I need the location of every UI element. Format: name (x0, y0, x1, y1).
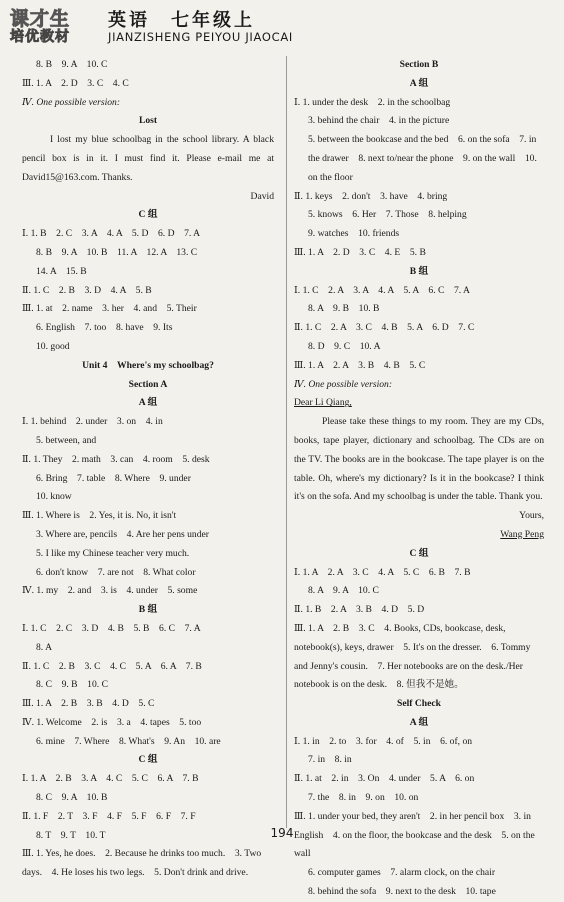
right-answer-line: 9. watches 10. friends (308, 228, 400, 240)
right-answer-line: Ⅰ. 1. under the desk 2. in the schoolbag (294, 96, 451, 108)
right-answer-line: Yours, (519, 510, 544, 522)
right-answer-line: Ⅱ. 1. at 2. in 3. On 4. under 5. A 6. on (294, 773, 475, 785)
left-answer-line: Section A (128, 378, 168, 390)
left-answer-line: 5. I like my Chinese teacher very much. (36, 547, 190, 559)
right-answer-line: 5. knows 6. Her 7. Those 8. helping (308, 209, 467, 221)
right-answer-line: Ⅰ. 1. C 2. A 3. A 4. A 5. A 6. C 7. A (294, 284, 470, 296)
left-answer-line: Ⅱ. 1. C 2. B 3. D 4. A 5. B (22, 284, 152, 296)
left-answer-line: 5. between, and (36, 434, 97, 446)
left-answer-line: 6. mine 7. Where 8. What's 9. An 10. are (36, 735, 221, 747)
left-answer-line: B 组 (138, 604, 158, 616)
left-answer-line: Lost (138, 115, 158, 127)
right-answer-line: Ⅲ. 1. under your bed, they aren't 2. in her pencil box 3. in English 4. on the floor, the bookcase and the desk 5. on the wall (294, 810, 535, 860)
left-answer-line: 14. A 15. B (36, 265, 87, 277)
left-answer-line: Unit 4 Where's my schoolbag? (82, 359, 214, 371)
right-answer-line: 8. behind the sofa 9. next to the desk 10. tape (308, 886, 496, 898)
left-answer-line: C 组 (138, 209, 158, 221)
right-answer-line: Dear Li Qiang, (294, 397, 352, 409)
right-answer-line: Please take these things to my room. They are my CDs, books, tape player, dictionary and schoolbag. The CDs are on the TV. The books are in the bookcase. The tape player is on the table. Oh, where's my dictionary? Is it in the bookcase? I think it's on the sofa. And my schoolbag is under the table. Thank you. (294, 416, 544, 503)
left-answer-line: 8. C 9. B 10. C (36, 679, 108, 691)
left-answer-line: C 组 (138, 754, 158, 766)
header-subtitle: JIANZISHENG PEIYOU JIAOCAI (108, 30, 294, 44)
right-answer-line: 8. A 9. A 10. C (308, 585, 379, 597)
left-answer-line: Ⅳ. 1. my 2. and 3. is 4. under 5. some (22, 585, 198, 597)
right-answer-line: Ⅰ. 1. A 2. A 3. C 4. A 5. C 6. B 7. B (294, 566, 471, 578)
right-answer-line: 8. A 9. B 10. B (308, 303, 380, 315)
left-answer-line: 10. know (36, 491, 72, 503)
right-answer-line: Ⅱ. 1. B 2. A 3. B 4. D 5. D (294, 604, 425, 616)
right-answer-line: 7. the 8. in 9. on 10. on (308, 792, 419, 804)
left-answer-line: Ⅲ. 1. A 2. D 3. C 4. C (22, 77, 129, 89)
right-answer-column (294, 56, 544, 902)
left-answer-line: Ⅲ. 1. A 2. B 3. B 4. D 5. C (22, 698, 155, 710)
page-header (0, 0, 564, 50)
left-answer-line: 8. A (36, 641, 52, 653)
column-divider (286, 56, 287, 828)
right-answer-line: Ⅲ. 1. A 2. D 3. C 4. E 5. B (294, 246, 426, 258)
logo-line-1: 课才生 (10, 8, 71, 30)
left-answer-line: Ⅳ. One possible version: (22, 96, 121, 108)
right-answer-line: A 组 (409, 716, 429, 728)
left-answer-column (22, 56, 274, 883)
right-answer-line: Ⅳ. One possible version: (294, 378, 393, 390)
page-number: 194 (270, 826, 294, 840)
left-answer-line: 6. English 7. too 8. have 9. Its (36, 322, 173, 334)
right-answer-line: A 组 (409, 77, 429, 89)
left-answer-line: Ⅰ. 1. B 2. C 3. A 4. A 5. D 6. D 7. A (22, 228, 201, 240)
left-answer-line: Ⅰ. 1. C 2. C 3. D 4. B 5. B 6. C 7. A (22, 622, 201, 634)
left-answer-line: 10. good (36, 340, 70, 352)
left-answer-line: 3. Where are, pencils 4. Are her pens under (36, 528, 209, 540)
left-answer-line: Ⅱ. 1. C 2. B 3. C 4. C 5. A 6. A 7. B (22, 660, 202, 672)
right-answer-line: Wang Peng (500, 528, 544, 540)
right-answer-line: Ⅲ. 1. A 2. A 3. B 4. B 5. C (294, 359, 426, 371)
left-answer-line: Ⅲ. 1. Where is 2. Yes, it is. No, it isn't (22, 510, 177, 522)
left-answer-line: 6. don't know 7. are not 8. What color (36, 566, 196, 578)
right-answer-line: 6. computer games 7. alarm clock, on the chair (308, 867, 496, 879)
logo-line-2: 培优教材 (10, 29, 70, 45)
left-answer-line: A 组 (138, 397, 158, 409)
left-answer-line: Ⅱ. 1. F 2. T 3. F 4. F 5. F 6. F 7. F (22, 810, 196, 822)
right-answer-line: Ⅰ. 1. in 2. to 3. for 4. of 5. in 6. of, on (294, 735, 473, 747)
right-answer-line: Section B (399, 59, 439, 70)
left-answer-line: Ⅳ. 1. Welcome 2. is 3. a 4. tapes 5. too (22, 716, 202, 728)
header-title: 英语 七年级上 (108, 10, 255, 31)
left-answer-line: I lost my blue schoolbag in the school library. A black pencil box is in it. I must find it. Please e-mail me at David15@163.com. Thanks. (22, 134, 274, 183)
left-answer-line: Ⅰ. 1. A 2. B 3. A 4. C 5. C 6. A 7. B (22, 773, 199, 785)
left-answer-line: 8. C 9. A 10. B (36, 792, 108, 804)
right-answer-line: Ⅲ. 1. A 2. B 3. C 4. Books, CDs, bookcase, desk, notebook(s), keys, drawer 5. It's on the dresser. 6. Tommy and Jenny's cousin. 7. Her notebooks are on the desk./Her notebook is on the desk. 8. 但我不是她。 (294, 622, 531, 691)
right-answer-line: Ⅱ. 1. C 2. A 3. C 4. B 5. A 6. D 7. C (294, 322, 475, 334)
right-answer-line: Self Check (397, 698, 441, 710)
right-answer-line: B 组 (409, 265, 429, 277)
left-answer-line: 8. B 9. A 10. B 11. A 12. A 13. C (36, 246, 198, 258)
left-answer-line: David (250, 190, 274, 202)
left-answer-line: 8. T 9. T 10. T (36, 829, 106, 841)
right-answer-line: C 组 (409, 547, 429, 559)
right-answer-line: 3. behind the chair 4. in the picture (308, 115, 450, 127)
left-answer-line: Ⅰ. 1. behind 2. under 3. on 4. in (22, 416, 163, 428)
left-answer-line: 8. B 9. A 10. C (36, 59, 108, 70)
publisher-logo (10, 4, 96, 48)
right-answer-line: 8. D 9. C 10. A (308, 340, 381, 352)
left-answer-line: 6. Bring 7. table 8. Where 9. under (36, 472, 191, 484)
left-answer-line: Ⅱ. 1. They 2. math 3. can 4. room 5. desk (22, 453, 210, 465)
left-answer-line: Ⅲ. 1. Yes, he does. 2. Because he drinks too much. 3. Two days. 4. He loses his two legs. 5. Don't drink and drive. (22, 848, 262, 879)
right-answer-line: 7. in 8. in (308, 754, 352, 766)
right-answer-line: 5. between the bookcase and the bed 6. on the sofa 7. in the drawer 8. next to/near the phone 9. on the wall 10. on the floor (308, 134, 537, 183)
left-answer-line: Ⅲ. 1. at 2. name 3. her 4. and 5. Their (22, 303, 197, 315)
right-answer-line: Ⅱ. 1. keys 2. don't 3. have 4. bring (294, 190, 448, 202)
